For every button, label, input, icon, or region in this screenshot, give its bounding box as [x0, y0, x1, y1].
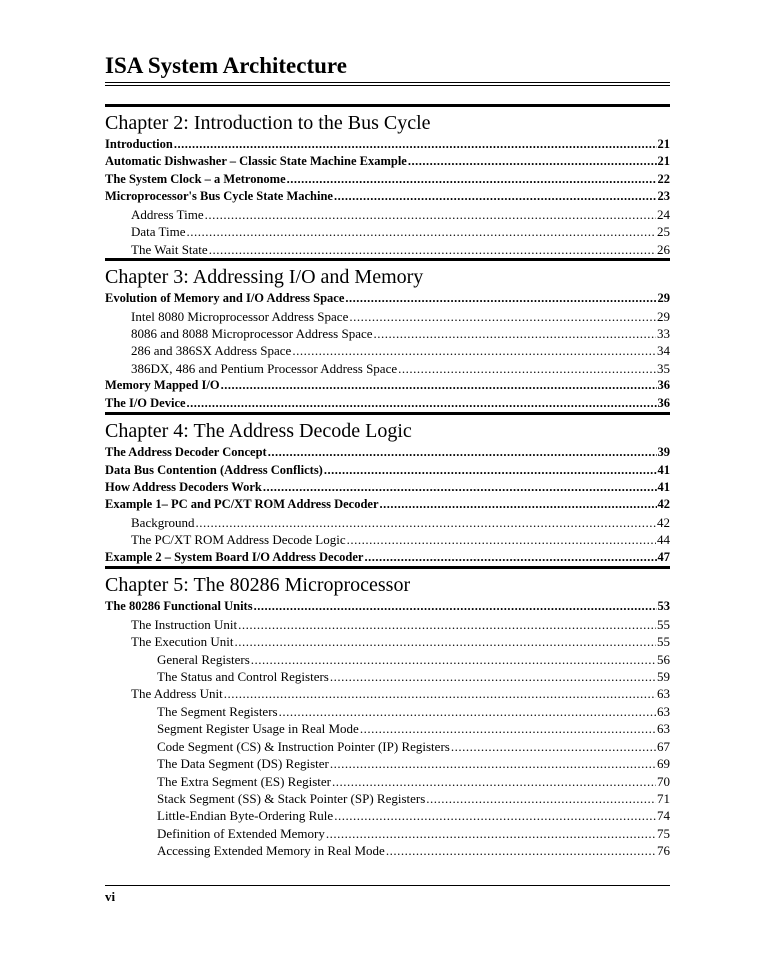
dot-leader — [426, 790, 656, 807]
toc-entry-label: The System Clock – a Metronome — [105, 171, 286, 186]
toc-entry-label: Code Segment (CS) & Instruction Pointer (IP) Registers — [157, 738, 450, 754]
dot-leader — [374, 325, 656, 342]
toc-entry-page: 75 — [657, 825, 670, 841]
chapter-section — [105, 412, 670, 566]
dot-leader — [263, 479, 657, 496]
dot-leader — [332, 773, 656, 790]
toc-entry[interactable] — [105, 633, 670, 650]
toc-entry-page: 42 — [657, 497, 670, 512]
toc-entry[interactable] — [105, 153, 670, 170]
toc-entry-label: Little-Endian Byte-Ordering Rule — [157, 808, 334, 824]
dot-leader — [268, 444, 657, 461]
toc-entry-page: 35 — [657, 360, 670, 376]
title-rule-secondary — [105, 85, 670, 86]
toc-entry-page: 47 — [657, 549, 670, 564]
toc-entry[interactable] — [105, 842, 670, 859]
dot-leader — [330, 668, 656, 685]
toc-entry[interactable] — [105, 395, 670, 412]
toc-entry[interactable] — [105, 290, 670, 307]
toc-entry-label: The 80286 Functional Units — [105, 599, 253, 614]
toc-entry[interactable] — [105, 496, 670, 513]
toc-entry-label: Introduction — [105, 137, 173, 151]
toc-entry-page: 21 — [657, 137, 670, 151]
toc-entry-page: 26 — [657, 241, 670, 257]
toc-entry[interactable] — [105, 668, 670, 685]
dot-leader — [187, 223, 656, 240]
toc-entry-page: 29 — [657, 308, 670, 324]
toc-entry[interactable] — [105, 685, 670, 702]
toc-entry-label: The Execution Unit — [131, 634, 234, 650]
toc-entry-page: 29 — [657, 291, 670, 306]
toc-entry-page: 42 — [657, 514, 670, 530]
toc-entry-label: Segment Register Usage in Real Mode — [157, 721, 359, 737]
toc-entry-page: 67 — [657, 738, 670, 754]
toc-entry[interactable] — [105, 755, 670, 772]
toc-entry[interactable] — [105, 651, 670, 668]
toc-entry[interactable] — [105, 616, 670, 633]
dot-leader — [324, 462, 657, 479]
toc-entry[interactable] — [105, 790, 670, 807]
dot-leader — [380, 496, 657, 513]
dot-leader — [287, 171, 657, 188]
dot-leader — [386, 842, 656, 859]
toc-entry-page: 39 — [657, 445, 670, 460]
table-of-contents — [105, 104, 670, 860]
toc-entry-label: The Address Unit — [131, 686, 223, 702]
toc-entry-page: 33 — [657, 325, 670, 341]
dot-leader — [174, 136, 657, 153]
toc-entry-label: Accessing Extended Memory in Real Mode — [157, 843, 385, 859]
toc-entry-page: 71 — [657, 791, 670, 806]
toc-entry-label: How Address Decoders Work — [105, 480, 262, 494]
toc-entry-label: Address Time — [131, 206, 204, 222]
chapter-section — [105, 566, 670, 860]
toc-entry[interactable] — [105, 598, 670, 615]
toc-entry-page: 21 — [657, 154, 670, 169]
toc-entry[interactable] — [105, 514, 670, 531]
chapter-title: Chapter 2: Introduction to the Bus Cycle — [105, 112, 431, 134]
dot-leader — [408, 153, 657, 170]
footer-rule — [105, 885, 670, 886]
toc-entry-page: 69 — [657, 756, 670, 772]
toc-entry-label: The Wait State — [131, 241, 208, 257]
toc-entry[interactable] — [105, 479, 670, 496]
toc-entry-page: 24 — [657, 206, 670, 222]
toc-entry-label: The Segment Registers — [157, 703, 278, 719]
toc-entry-label: Example 1– PC and PC/XT ROM Address Decoder — [105, 497, 379, 512]
dot-leader — [345, 290, 656, 307]
dot-leader — [334, 188, 657, 205]
toc-entry-label: The Data Segment (DS) Register — [157, 756, 329, 772]
toc-entry-label: Example 2 – System Board I/O Address Decoder — [105, 549, 364, 564]
chapter-section — [105, 104, 670, 258]
dot-leader — [347, 531, 656, 548]
chapter-title: Chapter 3: Addressing I/O and Memory — [105, 266, 424, 289]
toc-entry[interactable] — [105, 342, 670, 359]
toc-entry-label: The I/O Device — [105, 395, 186, 410]
toc-entry-label: The PC/XT ROM Address Decode Logic — [131, 532, 346, 548]
toc-entry-page: 41 — [657, 480, 670, 494]
toc-entry-label: Background — [131, 514, 195, 530]
toc-entry-page: 22 — [657, 171, 670, 186]
toc-entry-label: 286 and 386SX Address Space — [131, 343, 292, 359]
toc-entry-label: Automatic Dishwasher – Classic State Machine Example — [105, 154, 407, 169]
toc-entry-page: 53 — [657, 599, 670, 614]
toc-entry-page: 63 — [657, 686, 670, 702]
dot-leader — [209, 241, 656, 258]
toc-entry-label: Memory Mapped I/O — [105, 378, 220, 393]
dot-leader — [279, 703, 656, 720]
toc-entry-page: 76 — [657, 843, 670, 859]
toc-entry[interactable] — [105, 360, 670, 377]
toc-entry-label: Data Time — [131, 224, 186, 240]
toc-entry-page: 63 — [657, 721, 670, 737]
toc-entry-page: 44 — [657, 532, 670, 548]
toc-entry[interactable] — [105, 462, 670, 479]
dot-leader — [451, 738, 656, 755]
toc-entry[interactable] — [105, 325, 670, 342]
toc-entry[interactable] — [105, 738, 670, 755]
toc-entry-page: 56 — [657, 651, 670, 667]
toc-entry-label: 386DX, 486 and Pentium Processor Address Space — [131, 360, 398, 376]
title-rule — [105, 82, 670, 83]
toc-entry-label: The Extra Segment (ES) Register — [157, 773, 332, 789]
toc-entry[interactable] — [105, 703, 670, 720]
toc-entry-label: General Registers — [157, 651, 250, 667]
dot-leader — [251, 651, 656, 668]
toc-entry-label: Data Bus Contention (Address Conflicts) — [105, 462, 323, 477]
dot-leader — [187, 395, 657, 412]
dot-leader — [364, 549, 656, 566]
toc-entry[interactable] — [105, 171, 670, 188]
chapter-title: Chapter 5: The 80286 Microprocessor — [105, 574, 411, 597]
toc-entry[interactable] — [105, 807, 670, 824]
toc-entry-page: 25 — [657, 224, 670, 240]
dot-leader — [398, 360, 656, 377]
dot-leader — [196, 514, 656, 531]
toc-entry-page: 34 — [657, 343, 670, 359]
toc-entry-page: 36 — [657, 378, 670, 393]
toc-entry-label: Stack Segment (SS) & Stack Pointer (SP) Registers — [157, 791, 426, 806]
toc-entry[interactable] — [105, 188, 670, 205]
toc-entry[interactable] — [105, 206, 670, 223]
toc-entry-page: 55 — [657, 634, 670, 650]
toc-entry[interactable] — [105, 308, 670, 325]
toc-entry[interactable] — [105, 223, 670, 240]
toc-entry-label: The Address Decoder Concept — [105, 445, 267, 460]
toc-entry-page: 63 — [657, 703, 670, 719]
dot-leader — [235, 633, 656, 650]
dot-leader — [254, 598, 657, 615]
toc-entry-page: 36 — [657, 395, 670, 410]
toc-entry[interactable] — [105, 377, 670, 394]
book-title: ISA System Architecture — [105, 53, 347, 78]
toc-entry-page: 74 — [657, 808, 670, 824]
chapter-title: Chapter 4: The Address Decode Logic — [105, 420, 412, 443]
toc-entry[interactable] — [105, 531, 670, 548]
toc-entry-page: 55 — [657, 616, 670, 632]
dot-leader — [326, 825, 656, 842]
page-number: vi — [105, 889, 116, 904]
toc-entry-label: Definition of Extended Memory — [157, 825, 325, 841]
toc-entry-label: Intel 8080 Microprocessor Address Space — [131, 308, 349, 324]
toc-entry[interactable] — [105, 241, 670, 258]
toc-entry-label: 8086 and 8088 Microprocessor Address Space — [131, 325, 373, 341]
dot-leader — [238, 616, 656, 633]
chapter-section — [105, 258, 670, 412]
toc-entry[interactable] — [105, 720, 670, 737]
dot-leader — [221, 377, 657, 394]
toc-entry[interactable] — [105, 549, 670, 566]
toc-entry-label: The Status and Control Registers — [157, 668, 329, 684]
toc-entry[interactable] — [105, 444, 670, 461]
toc-entry-page: 59 — [657, 668, 670, 684]
toc-entry[interactable] — [105, 825, 670, 842]
dot-leader — [292, 342, 656, 359]
dot-leader — [349, 308, 656, 325]
toc-entry-page: 23 — [657, 189, 670, 204]
dot-leader — [334, 807, 656, 824]
toc-entry[interactable] — [105, 773, 670, 790]
toc-entry-label: The Instruction Unit — [131, 616, 238, 632]
dot-leader — [224, 685, 656, 702]
dot-leader — [330, 755, 656, 772]
toc-entry-page: 41 — [657, 462, 670, 477]
toc-entry[interactable] — [105, 136, 670, 153]
toc-entry-page: 70 — [657, 773, 670, 789]
dot-leader — [205, 206, 656, 223]
toc-entry-label: Evolution of Memory and I/O Address Space — [105, 291, 345, 306]
toc-entry-label: Microprocessor's Bus Cycle State Machine — [105, 189, 333, 204]
dot-leader — [360, 720, 656, 737]
